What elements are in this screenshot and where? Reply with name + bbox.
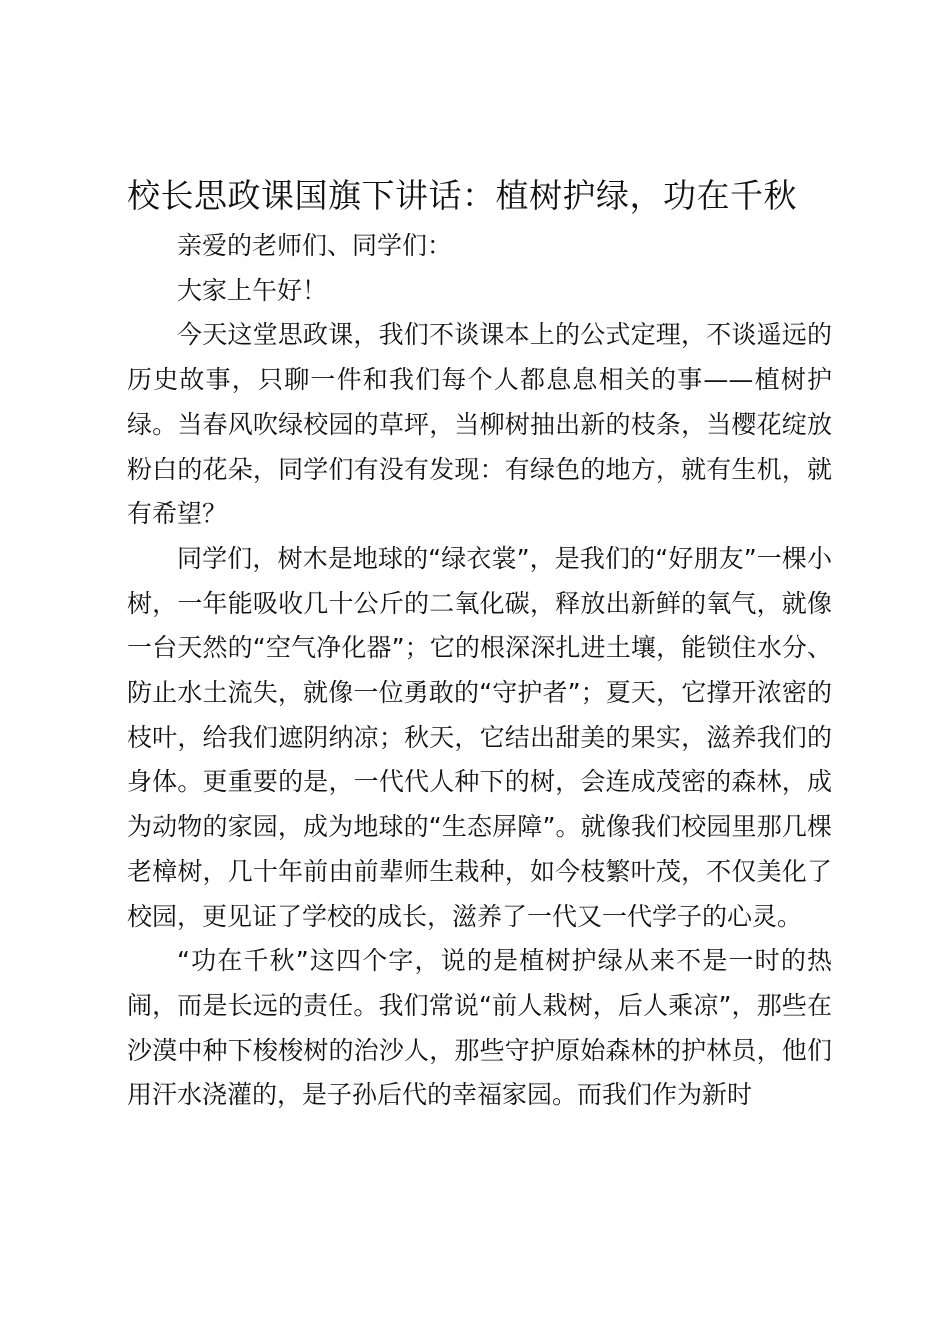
document-body: [127, 224, 832, 1118]
body-paragraph: 同学们，树木是地球的“绿衣裳”，是我们的“好朋友”一棵小树，一年能吸收几十公斤的二氧化碳，释放出新鲜的氧气，就像一台天然的“空气净化器”；它的根深深扎进土壤，能锁住水分、防止水土流失，就像一位勇敢的“守护者”；夏天，它撑开浓密的枝叶，给我们遮阴纳凉；秋天，它结出甜美的果实，滋养我们的身体。更重要的是，一代代人种下的树，会连成茂密的森林，成为动物的家园，成为地球的“生态屏障”。就像我们校园里那几棵老樟树，几十年前由前辈师生栽种，如今枝繁叶茂，不仅美化了校园，更见证了学校的成长，滋养了一代又一代学子的心灵。: [127, 543, 832, 931]
body-paragraph: “功在千秋”这四个字，说的是植树护绿从来不是一时的热闹，而是长远的责任。我们常说“前人栽树，后人乘凉”，那些在沙漠中种下梭梭树的治沙人，那些守护原始森林的护林员，他们用汗水浇灌的，是子孙后代的幸福家园。而我们作为新时: [127, 946, 832, 1110]
greeting-paragraph: 大家上午好！: [177, 275, 328, 305]
salutation-paragraph: 亲爱的老师们、同学们：: [177, 231, 453, 260]
body-paragraph: 今天这堂思政课，我们不谈课本上的公式定理，不谈遥远的历史故事，只聊一件和我们每个人都息息相关的事——植树护绿。当春风吹绿校园的草坪，当柳树抽出新的枝条，当樱花绽放粉白的花朵，同学们有没有发现：有绿色的地方，就有生机，就有希望？: [127, 320, 832, 529]
document-title: 校长思政课国旗下讲话：植树护绿，功在千秋: [127, 176, 797, 215]
